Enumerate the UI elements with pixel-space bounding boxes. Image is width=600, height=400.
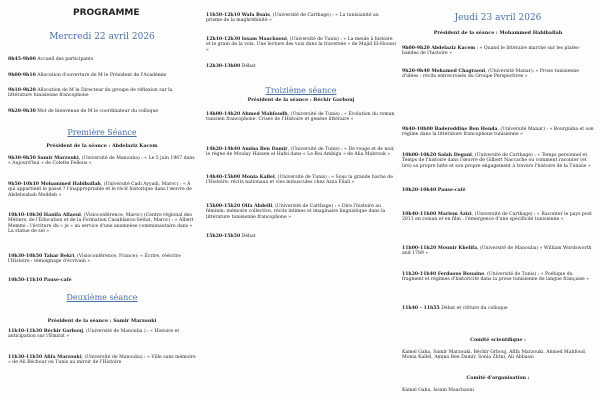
talk-item: 10h00-10h20 Salah Degani, (Université de Carthage) : « Temps personnel et Temps de l'histoire dans l'œuvre de Gilbert Naccache ou comment raconter (et lire) sa propre lutte et son propre engagement à travers l'histoire de la Tunisie » [402,153,591,169]
opening-item: 9h20-9h30 Mot de bienvenue de M le coordinateur du colloque [8,109,159,114]
talk-item: 14h00-14h20 Ahmed Mahfoudh, (Université de Tunis) : « Évolution du roman tunisien francophone. Crises de l'Histoire et genèse littéraire » [206,112,395,123]
talk-item: 12h10-12h30 Issam Maachaoui, (Université de Tunis) : « La meule à histoire et le grain de la voix. Une lecture des voix dans la traversée » de Majid El-Houssi » [206,37,396,53]
coffee-break: 10h20-10h40 Pause-café [402,188,466,193]
opening-item: 9h10-9h20 Allocation de M le Directeur du groupe de réflexion sur la littérature tunisienne francophone [8,88,173,99]
session-president-3: Président de la séance : Béchir Garbouj [247,97,355,103]
talk-item: 11h00-11h20 Mounir Khelifa, (Université de Manouba) « William Wordsworth and 1789 » [402,246,592,257]
session-title-3: Troizième séance [265,86,337,95]
talk-item: 11h30-11h50 Afifa Marzouki, (Université de Manouba) : « Ville sans mémoire » de Ali Béchour ou Tunis au miroir de l'Histoire [8,355,196,366]
scientific-committee-title: Comité scientifique : [470,337,526,343]
organizing-committee-members: Kamel Gaha, Issam Maachaoui [402,388,474,393]
coffee-break: 10h50-11h10 Pause-café [8,278,72,283]
closing-item: 11h40 – 11h55 Débat et clôture du colloque [402,306,508,311]
talk-item: 9h00-9h20 Abdelaziz Kacem : « Quand le littéraire marche sur les plates-bandes de l'histoire » [402,46,581,57]
talk-item: 10h30-10h50 Tahar Bekri, (Visioconférence, France): « Écrire, réécrire l'Histoire : témoignage d'écrivain » [8,254,181,265]
talk-item: 10h40-11h00 Mariem Azizi, (Université de Carthage) : « Raconter le pays post 2011 en roman et en film : l'émergence d'une spécificité tunisienne » [402,212,592,223]
talk-item: 15h00-15h20 Olfa Abdelli, (Université de Carthage) : « Dire l'histoire au féminin: mémoire collective, récits intimes et imaginaire linguistique dans la littérature tunisienne francophone » [206,204,386,220]
scientific-committee-members: Kamel Gaha, Samir Marzouki, Béchir Grbouj, Afifa Marzouki, Ahmed Mahfoud, Monia Kallel, Amina Ben Damir, Sonia Zlitni, Ali Abbassi [402,350,587,361]
talk-item: 9h20-9h40 Mohamed Chagraoui, (Université Manar): « Prose tunisienne d'idées : récits entrecroisés du Groupe Perspectives » [402,69,579,80]
talk-item: 14h40-15h00 Monia Kallel, (Université de Tunis) : « Sous la grande hache de l'Histoire: récits nationaux et vies minuscules chez Azza Filali » [206,175,393,186]
date-heading-wednesday: Mercredi 22 avril 2026 [49,32,155,42]
talk-item: 11h20-11h40 Ferdaous Bouaine, (Université de Tunis) : « Poétique du fragment et régimes d'historicité dans la prose tunisienne de langue française » [402,272,590,283]
session-president-1: Président de la séance : Abdelaziz Kacem [46,143,158,149]
session-president-2: Président de la séance : Samir Marzouki [47,318,157,324]
date-heading-thursday: Jeudi 23 avril 2026 [454,13,542,23]
organizing-committee-title: Comité d'organisation : [466,375,530,381]
session-title-2: Deuxième séance [66,293,138,302]
session-president-4: Président de la séance : Mohammed Habiballah [433,30,563,36]
talk-item: 11h50-12h10 Wafa Bsaïs, (Université de Carthage) : « La tunisianité au prisme de la maghrébinité » [206,13,379,24]
talk-item: 9h30-9h50 Samir Marzouki, (Université de Manouba) : « Le 5 juin 1967 dans « Aujourd'hui » de Colette Fellous » [8,156,195,167]
programme-heading: PROGRAMME [73,8,140,18]
session-title-1: Première Séance [67,128,137,137]
talk-item: 14h20-14h40 Amina Ben Damir, (Université de Tunis) : « De rouge et de noir, le règne de Moulay Hassen el Hafsi dans « Le Roi Ambigu » de Alia Mabrouk » [206,147,395,158]
talk-item: 10h10-10h30 Hanifa Allaoui, (Visioconférence, Maroc) (Centre régional des Métiers, de l'Éducation et de la Formation Casablanca-Settat, Maroc) : « Albert Memmi : l'écriture du « je » au service d'une anamnèse communautaire dans « La statue de sel » [8,213,194,234]
talk-item: 9h50-10h10 Mohammed Habiballah, (Université Cadi Ayyadi, Maroc) : « À qui appartient le passé ? l'inappropriable et le récit historique dans l'œuvre de Abdelwahab Meddeb » [8,182,192,198]
debate-item: 15h20-15h50 Débat [206,234,256,239]
opening-item: 8h45-9h00 Accueil des participants [8,57,94,62]
debate-item: 12h30-13h00 Débat [206,64,256,69]
talk-item: 9h40-10h00 Badereddine Ben Henda, (Université Manar) : « Bourguiba et son régime dans la littérature francophone tunisienne » [402,127,594,138]
talk-item: 11h10-11h30 Béchir Garbouj, (Université de Manouba ) : « Histoire et anticipation sur l'Emirat » [8,329,180,340]
opening-item: 9h00-9h10 Allocution d'ouverture de M le Président de l'Académie [8,73,167,78]
